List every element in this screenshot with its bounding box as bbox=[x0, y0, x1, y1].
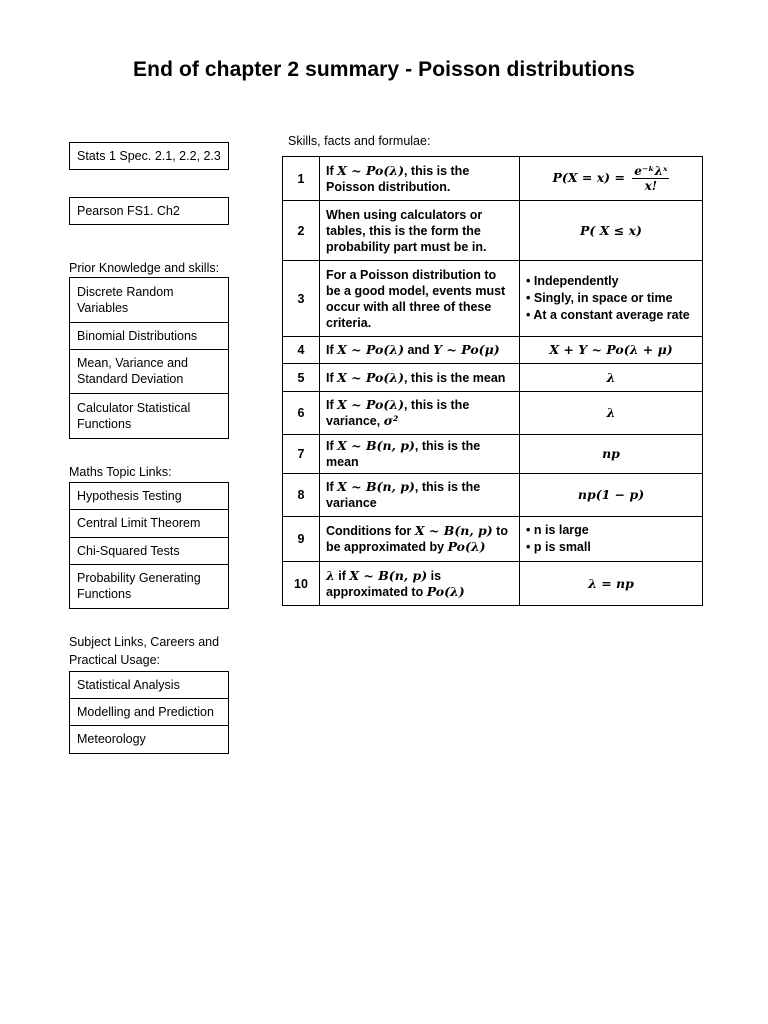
subject-links-list bbox=[69, 671, 229, 754]
fraction: $\frac{\text{e⁻ᵏλˣ}}{x!}$ bbox=[634, 164, 668, 193]
row-number: 7 bbox=[283, 435, 320, 474]
list-item: Binomial Distributions bbox=[70, 323, 228, 350]
list-item: • At a constant average rate bbox=[526, 308, 690, 322]
subject-links-label: Subject Links, Careers and Practical Usage: bbox=[69, 635, 220, 667]
list-item: • p is small bbox=[526, 540, 591, 554]
list-item: Meteorology bbox=[77, 732, 146, 746]
row-number: 5 bbox=[283, 364, 320, 392]
list-item: Chi-Squared Tests bbox=[70, 538, 228, 565]
row-description: When using calculators or tables, this is the form the probability part must be in. bbox=[320, 201, 520, 261]
prior-knowledge-list bbox=[69, 277, 229, 439]
row-description: If X ~ Po(λ), this is the Poisson distribution. bbox=[320, 157, 520, 201]
table-row bbox=[283, 364, 703, 392]
list-item: • Singly, in space or time bbox=[526, 291, 673, 305]
skills-table bbox=[282, 156, 703, 606]
table-row bbox=[283, 562, 703, 606]
row-criteria-list bbox=[520, 261, 703, 337]
table-row bbox=[283, 392, 703, 435]
row-description: If X ~ B(n, p), this is the mean bbox=[320, 435, 520, 474]
row-description: λ if X ~ B(n, p) is approximated to Po(λ) bbox=[320, 562, 520, 606]
row-number: 8 bbox=[283, 474, 320, 517]
row-description: For a Poisson distribution to be a good model, events must occur with all three of these criteria. bbox=[320, 261, 520, 337]
row-description: If X ~ Po(λ), this is the variance, σ² bbox=[320, 392, 520, 435]
row-description: If X ~ B(n, p), this is the variance bbox=[320, 474, 520, 517]
row-formula: np(1 − p) bbox=[520, 474, 703, 517]
list-item: Discrete Random Variables bbox=[70, 278, 228, 323]
row-number: 10 bbox=[283, 562, 320, 606]
row-formula: λ = np bbox=[520, 562, 703, 606]
row-conditions-list bbox=[520, 517, 703, 562]
list-item: • Independently bbox=[526, 274, 619, 288]
page-title: End of chapter 2 summary - Poisson distributions bbox=[133, 58, 635, 81]
spec-text: Stats 1 Spec. 2.1, 2.2, 2.3 bbox=[77, 148, 221, 163]
row-number: 4 bbox=[283, 337, 320, 364]
row-description: If X ~ Po(λ) and Y ~ Po(μ) bbox=[320, 337, 520, 364]
list-item: Mean, Variance and Standard Deviation bbox=[70, 350, 228, 394]
row-formula: λ bbox=[520, 392, 703, 435]
table-row bbox=[283, 201, 703, 261]
table-row bbox=[283, 337, 703, 364]
row-formula: P(X = x) = $\frac{\text{e⁻ᵏλˣ}}{x!}$ bbox=[520, 157, 703, 201]
list-item: Central Limit Theorem bbox=[70, 510, 228, 538]
row-formula: np bbox=[520, 435, 703, 474]
row-formula: X + Y ~ Po(λ + μ) bbox=[520, 337, 703, 364]
list-item: Statistical Analysis bbox=[70, 672, 228, 699]
table-row bbox=[283, 474, 703, 517]
maths-links-label: Maths Topic Links: bbox=[69, 465, 172, 479]
row-number: 9 bbox=[283, 517, 320, 562]
row-description: If X ~ Po(λ), this is the mean bbox=[320, 364, 520, 392]
list-item: Hypothesis Testing bbox=[70, 483, 228, 510]
row-number: 3 bbox=[283, 261, 320, 337]
list-item: Probability Generating Functions bbox=[77, 571, 201, 601]
list-item: Calculator Statistical Functions bbox=[77, 400, 191, 431]
textbook-text: Pearson FS1. Ch2 bbox=[77, 203, 180, 218]
row-number: 6 bbox=[283, 392, 320, 435]
row-formula: λ bbox=[520, 364, 703, 392]
table-row bbox=[283, 435, 703, 474]
skills-label: Skills, facts and formulae: bbox=[288, 134, 431, 148]
table-row bbox=[283, 517, 703, 562]
prior-knowledge-label: Prior Knowledge and skills: bbox=[69, 261, 220, 275]
table-row bbox=[283, 261, 703, 337]
row-description: Conditions for X ~ B(n, p) to be approximated by Po(λ) bbox=[320, 517, 520, 562]
row-number: 2 bbox=[283, 201, 320, 261]
maths-links-list bbox=[69, 482, 229, 609]
list-item: • n is large bbox=[526, 523, 589, 537]
row-number: 1 bbox=[283, 157, 320, 201]
list-item: Modelling and Prediction bbox=[70, 699, 228, 726]
row-formula: P( X ≤ x) bbox=[520, 201, 703, 261]
table-row bbox=[283, 157, 703, 201]
spec-box bbox=[69, 142, 229, 170]
textbook-box bbox=[69, 197, 229, 225]
